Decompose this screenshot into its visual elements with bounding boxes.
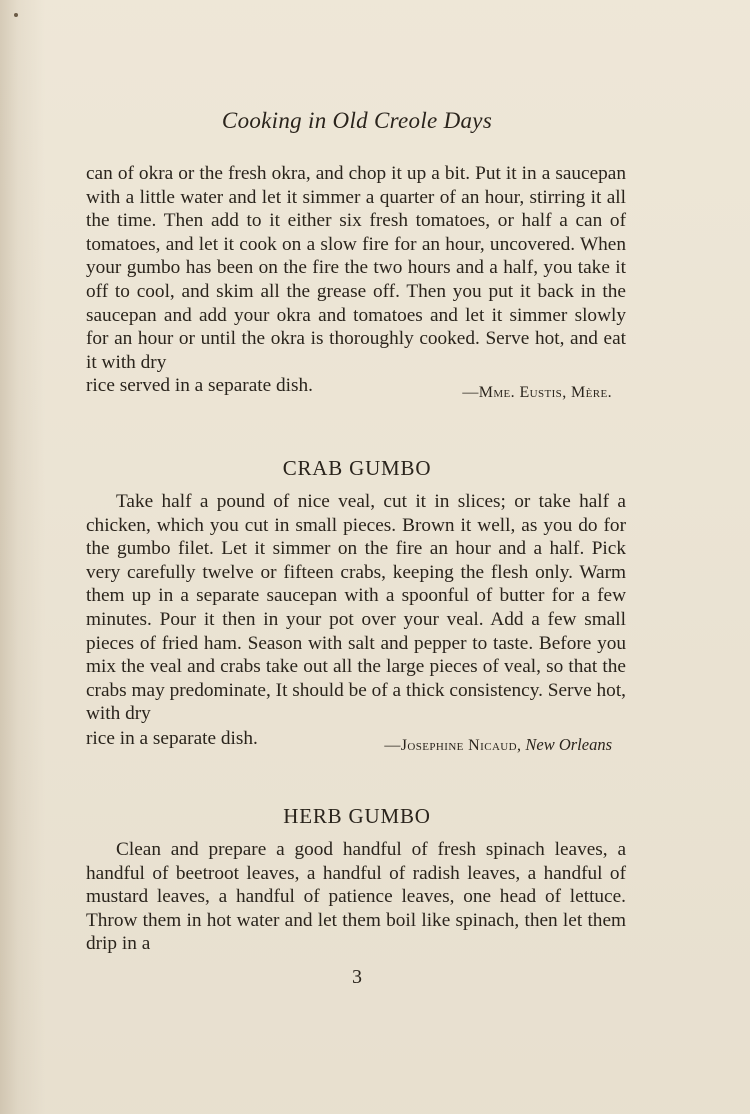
okra-gumbo-attribution-text: —Mme. Eustis, Mère. [462, 384, 612, 402]
page-number: 3 [352, 966, 362, 988]
herb-gumbo-recipe [86, 838, 626, 956]
okra-gumbo-attribution [462, 381, 626, 405]
crab-gumbo-heading: CRAB GUMBO [282, 456, 432, 480]
crab-gumbo-last-line [86, 726, 626, 754]
crab-gumbo-last-line-text: rice in a separate dish. [86, 727, 258, 749]
crab-gumbo-attribution-name: —Josephine Nicaud, [384, 736, 522, 754]
binding-speck [14, 13, 18, 17]
crab-gumbo-recipe [86, 490, 626, 754]
herb-gumbo-paragraph: Clean and prepare a good handful of fresh spinach leaves, a handful of beetroot leaves, a handful of radish leaves, a handful of mustard leaves, a handful of patience leaves, one head of lettuce. Throw them in hot water and let them boil like spinach, then let them drip in a [86, 839, 626, 955]
running-head: Cooking in Old Creole Days [221, 108, 493, 133]
okra-gumbo-last-line [86, 374, 626, 402]
crab-gumbo-attribution-place: New Orleans [525, 734, 612, 754]
okra-gumbo-continuation [86, 162, 626, 402]
herb-gumbo-heading: HERB GUMBO [283, 804, 431, 828]
okra-gumbo-last-line-text: rice served in a separate dish. [86, 375, 313, 397]
okra-gumbo-paragraph: can of okra or the fresh okra, and chop it up a bit. Put it in a saucepan with a little water and let it simmer a quarter of an hour, stirring it all the time. Then add to it either six fresh tomatoes, or half a can of tomatoes, and let it cook on a slow fire for an hour, uncovered. When your gumbo has been on the fire the two hours and a half, you take it off to cool, and skim all the grease off. Then you put it back in the saucepan and add your okra and tomatoes and let it simmer slowly for an hour or until the okra is thoroughly cooked. Serve hot, and eat it with dry [86, 163, 626, 373]
crab-gumbo-attribution [384, 733, 626, 758]
crab-gumbo-paragraph: Take half a pound of nice veal, cut it in slices; or take half a chicken, which you cut in small pieces. Brown it well, as you do for the gumbo filet. Let it simmer on the fire an hour and a half. Pick very carefully twelve or fifteen crabs, keeping the flesh only. Warm them up in a separate saucepan with a spoonful of butter for a few minutes. Pour it then in your pot over your veal. Add a few small pieces of fried ham. Season with salt and pepper to taste. Before you mix the veal and crabs take out all the large pieces of veal, so that the crabs may predominate, It should be of a thick consistency. Serve hot, with dry [86, 491, 626, 725]
